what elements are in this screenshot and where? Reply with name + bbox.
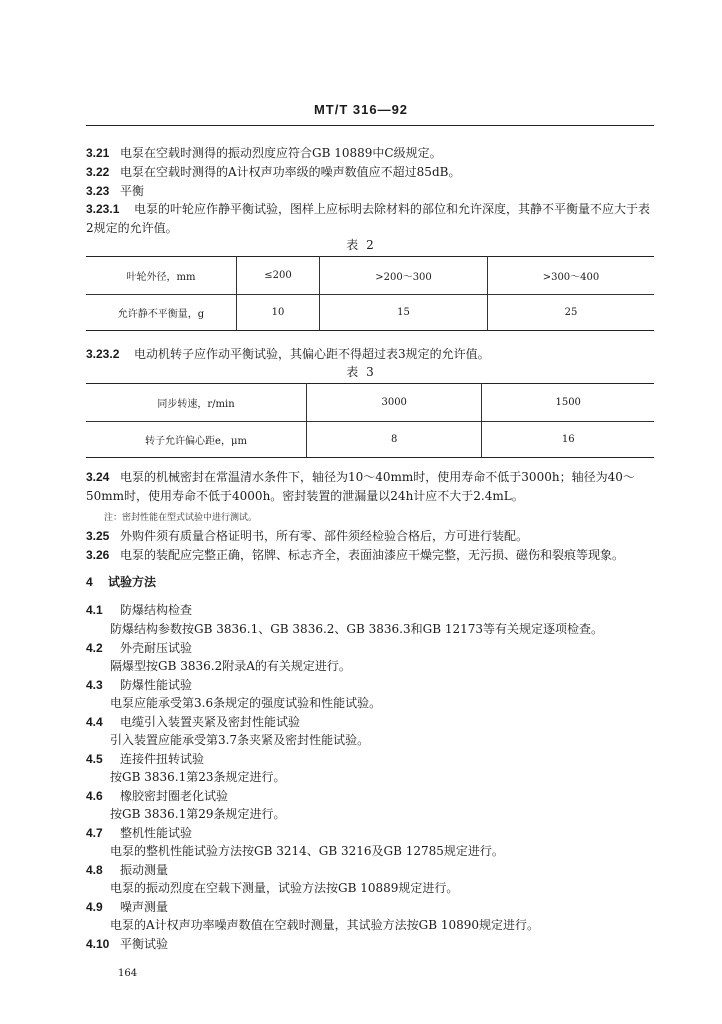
clause-title: 整机性能试验	[120, 826, 193, 840]
clause-4-1-body: 防爆结构参数按GB 3836.1、GB 3836.2、GB 3836.3和GB 12173等有关规定逐项检查。	[110, 622, 604, 636]
clause-3-22	[86, 162, 656, 182]
clause-number: 4.9	[86, 900, 103, 914]
table-row	[86, 295, 654, 331]
table-cell: 16	[482, 422, 654, 458]
clause-title: 电缆引入装置夹紧及密封性能试验	[120, 715, 301, 729]
table-cell: 转子允许偏心距e，μm	[86, 422, 307, 458]
clause-number: 4.2	[86, 641, 103, 655]
clause-number: 4.5	[86, 752, 103, 766]
page-number: 164	[118, 968, 138, 979]
clause-number: 4.10	[86, 937, 110, 951]
clause-number: 3.21	[86, 146, 110, 160]
clause-4-7-title	[86, 823, 656, 843]
header-rule	[86, 125, 654, 126]
clause-text: 电动机转子应作动平衡试验，其偏心距不得超过表3规定的允许值。	[134, 347, 490, 361]
clause-number: 4.3	[86, 678, 103, 692]
clause-title: 振动测量	[120, 863, 169, 877]
clause-title: 噪声测量	[120, 900, 169, 914]
section-4-heading	[86, 572, 656, 592]
clause-title: 连接件扭转试验	[120, 752, 205, 766]
table-row	[86, 384, 654, 422]
clause-title: 平衡试验	[120, 937, 169, 951]
section-title: 试验方法	[108, 575, 157, 589]
clause-number: 3.24	[86, 470, 110, 484]
table-cell: 15	[320, 295, 488, 331]
clause-text: 电泵的装配应完整正确，铭牌、标志齐全，表面油漆应干燥完整，无污损、磁伤和裂痕等现象。	[120, 548, 625, 562]
table-2-caption: 表 2	[346, 238, 376, 252]
clause-4-8-body: 电泵的振动烈度在空载下测量，试验方法按GB 10889规定进行。	[110, 881, 459, 895]
clause-number: 3.23	[86, 184, 110, 198]
standard-code-header: MT/T 316—92	[313, 102, 409, 117]
clause-3-23-2	[86, 344, 656, 364]
table-cell: 1500	[482, 384, 654, 422]
clause-4-8-title	[86, 860, 656, 880]
table-cell: 3000	[307, 384, 482, 422]
clause-title: 防爆结构检查	[120, 603, 193, 617]
table-cell: 25	[487, 295, 654, 331]
clause-text: 外购件须有质量合格证明书，所有零、部件须经检验合格后，方可进行装配。	[120, 529, 529, 543]
section-number: 4	[86, 575, 93, 589]
clause-number: 4.6	[86, 789, 103, 803]
clause-number: 3.22	[86, 165, 110, 179]
clause-4-2-title	[86, 638, 656, 658]
clause-3-26	[86, 545, 656, 565]
clause-number: 3.23.1	[86, 202, 120, 216]
table-cell: >300～400	[487, 257, 654, 295]
clause-3-23-1	[86, 200, 656, 238]
clause-4-3-body: 电泵应能承受第3.6条规定的强度试验和性能试验。	[110, 696, 382, 710]
table-cell: >200～300	[320, 257, 488, 295]
clause-4-6-body: 按GB 3836.1第29条规定进行。	[110, 807, 286, 821]
clause-4-6-title	[86, 786, 656, 806]
clause-number: 4.4	[86, 715, 103, 729]
table-3-caption: 表 3	[346, 365, 376, 379]
clause-4-2-body: 隔爆型按GB 3836.2附录A的有关规定进行。	[110, 659, 351, 673]
clause-4-4-title	[86, 712, 656, 732]
table-row	[86, 257, 654, 295]
clause-4-7-body: 电泵的整机性能试验方法按GB 3214、GB 3216及GB 12785规定进行。	[110, 844, 504, 858]
table-cell: 同步转速，r/min	[86, 384, 307, 422]
table-cell: 10	[237, 295, 320, 331]
clause-text: 电泵的叶轮应作静平衡试验，图样上应标明去除材料的部位和允许深度，其静不平衡量不应大于表2规定的允许值。	[86, 202, 651, 235]
clause-number: 3.25	[86, 529, 110, 543]
table-cell: 允许静不平衡量，g	[86, 295, 237, 331]
clause-4-9-title	[86, 897, 656, 917]
table-row	[86, 422, 654, 458]
clause-4-9-body: 电泵的A计权声功率噪声数值在空载时测量，其试验方法按GB 10890规定进行。	[110, 918, 540, 932]
table-3	[86, 383, 654, 458]
clause-4-3-title	[86, 675, 656, 695]
clause-text: 电泵的机械密封在常温清水条件下，轴径为10～40mm时，使用寿命不低于3000h；轴径为40～50mm时，使用寿命不低于4000h。密封装置的泄漏量以24h计应不大于2.4mL。	[86, 470, 635, 503]
clause-number: 4.8	[86, 863, 103, 877]
clause-text: 电泵在空载时测得的振动烈度应符合GB 10889中C级规定。	[120, 146, 442, 160]
clause-3-21	[86, 143, 656, 163]
clause-4-1-title	[86, 600, 656, 620]
table-cell: ≤200	[237, 257, 320, 295]
clause-text: 平衡	[120, 184, 145, 198]
table-cell: 叶轮外径，mm	[86, 257, 237, 295]
clause-title: 外壳耐压试验	[120, 641, 193, 655]
clause-3-25	[86, 526, 656, 546]
clause-text: 电泵在空载时测得的A计权声功率级的噪声数值应不超过85dB。	[120, 165, 461, 179]
clause-number: 3.26	[86, 548, 110, 562]
clause-title: 防爆性能试验	[120, 678, 193, 692]
clause-4-10-title	[86, 934, 656, 954]
clause-3-23	[86, 181, 656, 201]
clause-number: 4.7	[86, 826, 103, 840]
table-2	[86, 256, 654, 331]
clause-4-5-body: 按GB 3836.1第23条规定进行。	[110, 770, 286, 784]
clause-4-5-title	[86, 749, 656, 769]
clause-4-4-body: 引入装置应能承受第3.7条夹紧及密封性能试验。	[110, 733, 370, 747]
clause-number: 4.1	[86, 603, 103, 617]
clause-3-24	[86, 468, 656, 506]
clause-title: 橡胶密封圈老化试验	[120, 789, 229, 803]
clause-number: 3.23.2	[86, 347, 120, 361]
note-text: 注：密封性能在型式试验中进行测试。	[104, 513, 258, 523]
table-cell: 8	[307, 422, 482, 458]
